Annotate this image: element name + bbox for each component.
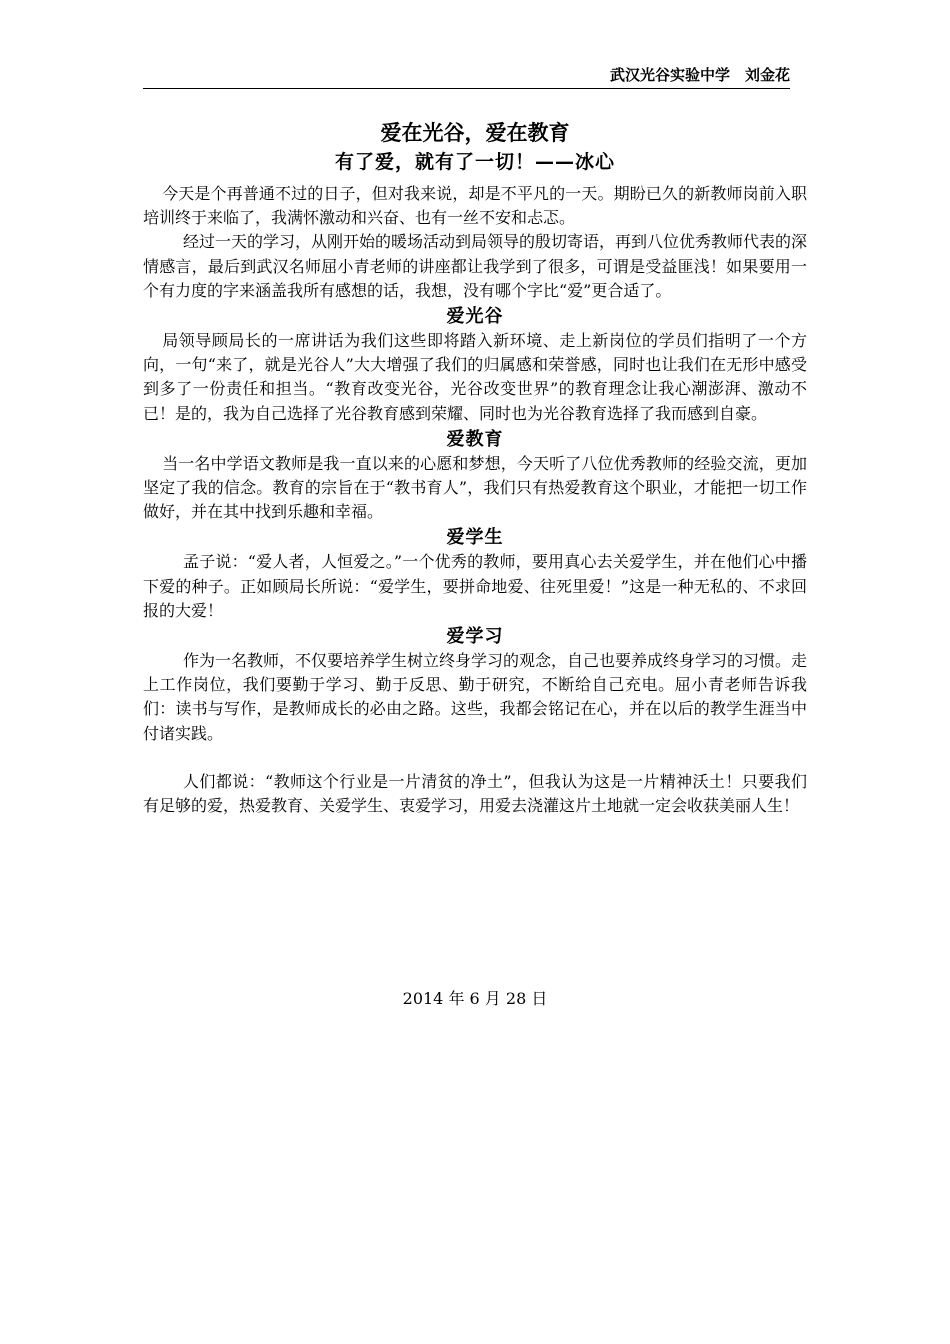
section-paragraph-love-students: 孟子说：“爱人者，人恒爱之。”一个优秀的教师，要用真心去关爱学生，并在他们心中播下爱的种子。正如顾局长所说：“爱学生，要拼命地爱、往死里爱！”这是一种无私的、不求回报的大爱！ bbox=[143, 552, 807, 620]
intro-paragraph-2: 经过一天的学习，从刚开始的暖场活动到局领导的殷切寄语，再到八位优秀教师代表的深情感言，最后到武汉名师屈小青老师的讲座都让我学到了很多，可谓是受益匪浅！如果要用一个有力度的字来涵盖我所有感想的话，我想，没有哪个字比“爱”更合适了。 bbox=[143, 232, 808, 300]
section-heading-love-guanggu: 爱光谷 bbox=[446, 306, 504, 328]
document-date: 2014 年 6 月 28 日 bbox=[402, 989, 548, 1008]
section-paragraph-love-learning: 作为一名教师，不仅要培养学生树立终身学习的观念，自己也要养成终身学习的习惯。走上工作岗位，我们要勤于学习、勤于反思、勤于研究，不断给自己充电。屈小青老师告诉我们：读书与写作，是教师成长的必由之路。这些，我都会铭记在心，并在以后的教学生涯当中付诸实践。 bbox=[143, 651, 808, 743]
section-paragraph-love-education: 当一名中学语文教师是我一直以来的心愿和梦想，今天听了八位优秀教师的经验交流，更加坚定了我的信念。教育的宗旨在于“教书育人”，我们只有热爱教育这个职业，才能把一切工作做好，并在其中找到乐趣和幸福。 bbox=[143, 453, 807, 522]
article-subtitle-quote: 有了爱，就有了一切！——冰心 bbox=[334, 151, 615, 173]
intro-paragraph-1: 今天是个再普通不过的日子，但对我来说，却是不平凡的一天。期盼已久的新教师岗前入职培训终于来临了，我满怀激动和兴奋、也有一丝不安和忐忑。 bbox=[143, 184, 807, 228]
header-author-school: 武汉光谷实验中学 刘金花 bbox=[609, 66, 790, 84]
section-paragraph-love-guanggu: 局领导顾局长的一席讲话为我们这些即将踏入新环境、走上新岗位的学员们指明了一个方向，一句“来了，就是光谷人”大大增强了我们的归属感和荣誉感，同时也让我们在无形中感受到多了一份责任和担当。“教育改变光谷，光谷改变世界”的教育理念让我心潮澎湃、激动不已！是的，我为自己选择了光谷教育感到荣耀、同时也为光谷教育选择了我而感到自豪。 bbox=[143, 331, 807, 423]
article-body bbox=[143, 118, 807, 818]
section-heading-love-learning: 爱学习 bbox=[446, 626, 504, 648]
article-title: 爱在光谷，爱在教育 bbox=[380, 121, 570, 145]
section-heading-love-students: 爱学生 bbox=[446, 527, 504, 549]
page-header bbox=[143, 64, 790, 89]
conclusion-paragraph: 人们都说：“教师这个行业是一片清贫的净土”，但我认为这是一片精神沃土！只要我们有足够的爱，热爱教育、关爱学生、衷爱学习，用爱去浇灌这片土地就一定会收获美丽人生！ bbox=[143, 771, 807, 816]
paragraph-spacer bbox=[143, 746, 807, 770]
section-heading-love-education: 爱教育 bbox=[446, 428, 504, 450]
